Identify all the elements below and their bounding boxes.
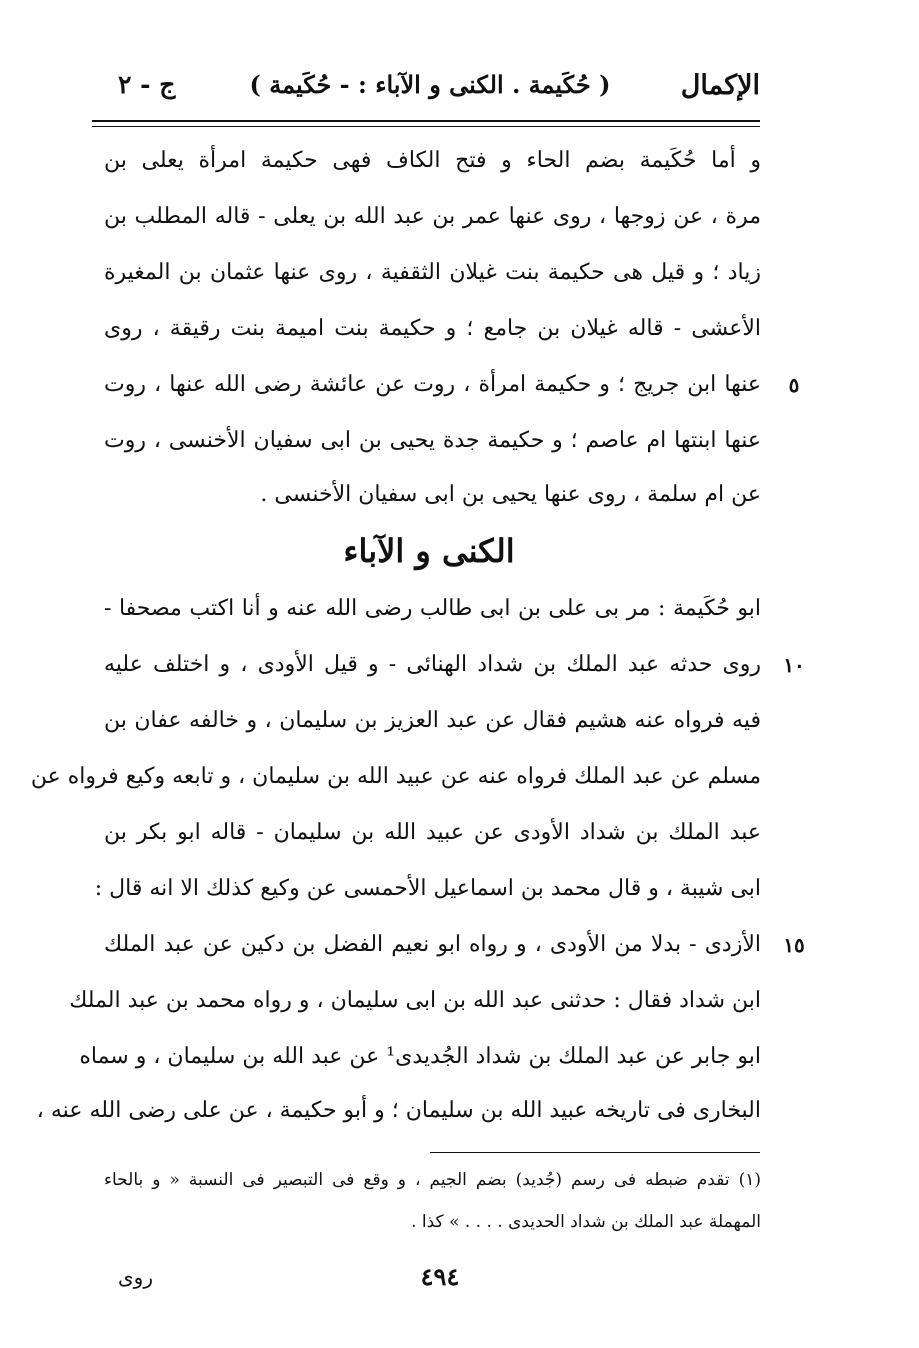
header-rule-thick [92, 120, 760, 122]
text-line: ابو جابر عن عبد الملك بن شداد الجُديدى¹ عن عبد الله بن سليمان ، و سماه [79, 1044, 761, 1069]
footnote-rule [430, 1152, 760, 1153]
text-line: البخارى فى تاريخه عبيد الله بن سليمان ؛ و أبو حكيمة ، عن على رضى الله عنه ، [36, 1098, 761, 1123]
text-line: الأزدى - بدلا من الأودى ، و رواه ابو نعيم الفضل بن دكين عن عبد الملك [104, 932, 761, 957]
catchword: روى [118, 1265, 153, 1289]
text-line: روى حدثه عبد الملك بن شداد الهنائى - و قيل الأودى ، و اختلف عليه [104, 652, 761, 677]
text-line: و أما حُكَيمة بضم الحاء و فتح الكاف فهى حكيمة امرأة يعلى بن [104, 148, 761, 173]
text-line: الأعشى - قاله غيلان بن جامع ؛ و حكيمة بنت اميمة بنت رقيقة ، روى [104, 316, 761, 341]
text-line: ابو حُكَيمة : مر بى على بن ابى طالب رضى الله عنه و أنا اكتب مصحفا - [104, 596, 761, 621]
text-line: عبد الملك بن شداد الأودى عن عبيد الله بن سليمان - قاله ابو بكر بن [104, 820, 761, 845]
header-book-title: الإكمال [680, 70, 760, 101]
text-line: زياد ؛ و قيل هى حكيمة بنت غيلان الثقفية ، روى عنها عثمان بن المغيرة [104, 260, 761, 285]
text-line: فيه فرواه عنه هشيم فقال عن عبد العزيز بن سليمان ، و خالفه عفان بن [104, 708, 761, 733]
running-header [100, 62, 760, 112]
text-line: ابى شيبة ، و قال محمد بن اسماعيل الأحمسى عن وكيع كذلك الا انه قال : [94, 876, 761, 901]
header-rule-thin [92, 126, 760, 127]
line-number-15: ١٥ [783, 933, 805, 957]
line-number-10: ١٠ [783, 653, 805, 677]
text-line: ابن شداد فقال : حدثنى عبد الله بن ابى سليمان ، و رواه محمد بن عبد الملك [69, 988, 761, 1013]
text-line: عن ام سلمة ، روى عنها يحيى بن ابى سفيان الأخنسى . [260, 482, 761, 507]
text-line: عنها ابنتها ام عاصم ؛ و حكيمة جدة يحيى بن ابى سفيان الأخنسى ، روت [104, 428, 761, 453]
header-volume: ج - ٢ [118, 70, 176, 99]
footnote-line: المهملة عبد الملك بن شداد الحديدى . . . . » كذا . [411, 1212, 761, 1232]
footnote-line: (١) تقدم ضبطه فى رسم (جُديد) بضم الجيم ، و وقع فى التبصير فى النسبة « و بالحاء [104, 1170, 761, 1190]
text-line: مسلم عن عبد الملك فرواه عنه عن عبيد الله بن سليمان ، و تابعه وكيع فرواه عن [30, 764, 761, 789]
page-number: ٤٩٤ [420, 1262, 460, 1291]
header-section-title: ( حُكَيمة . الكنى و الآباء : - حُكَيمة ) [249, 70, 611, 99]
line-number-5: ٥ [788, 373, 800, 397]
text-line: عنها ابن جريج ؛ و حكيمة امرأة ، روت عن عائشة رضى الله عنها ، روت [104, 372, 761, 397]
section-heading: الكنى و الآباء [343, 532, 515, 570]
text-line: مرة ، عن زوجها ، روى عنها عمر بن عبد الله بن يعلى - قاله المطلب بن [104, 204, 761, 229]
